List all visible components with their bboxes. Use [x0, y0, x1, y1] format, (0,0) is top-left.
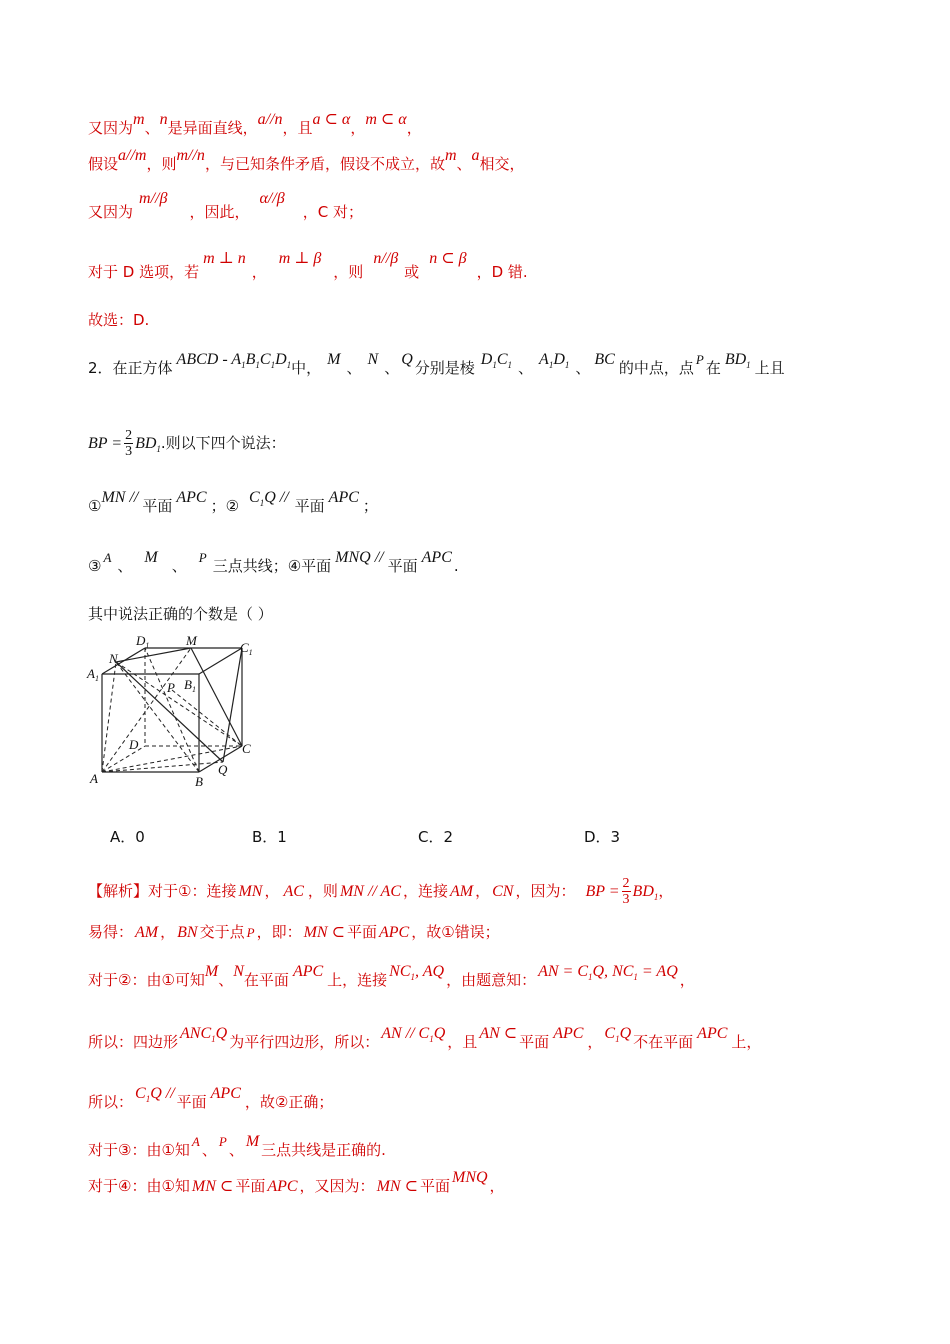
analysis-4: 所以：四边形 $ANC_1Q$ 为平行四边形，所以： AN // $C_1Q$ ，且 AN ⊂ 平面 APC ， $C_1Q$ 不在平面 APC 上，: [88, 1025, 762, 1051]
analysis-6: 对于③：由①知 A 、 P 、 M 三点共线是正确的.: [88, 1133, 386, 1159]
statements-1-2: ①MN // 平面 APC ；② $C_1Q$ // 平面 APC ；: [88, 489, 378, 515]
line-a-n: [102, 662, 116, 772]
edge-b1-c1: [199, 648, 242, 674]
label-p: P: [167, 680, 175, 695]
choice-c[interactable]: C．2: [418, 828, 454, 846]
line-5: 故选：D.: [88, 311, 150, 329]
label-a: A: [90, 771, 98, 786]
question-prompt: 其中说法正确的个数是（ ）: [88, 605, 273, 623]
line-c1-q: [223, 648, 242, 762]
choice-d[interactable]: D．3: [584, 828, 621, 846]
label-m: M: [186, 633, 197, 648]
cube-figure: [86, 632, 261, 792]
line-p-c: [172, 690, 242, 746]
analysis-7: 对于④：由①知 MN ⊂ 平面 APC ，又因为： MN ⊂ 平面 MNQ ，: [88, 1169, 505, 1195]
line-2: 假设a//m，则m//n，与已知条件矛盾，假设不成立，故m、a相交，: [88, 147, 525, 173]
line-3: 又因为m//β，因此，α//β，C 对；: [88, 190, 363, 221]
line-a-q: [102, 762, 223, 772]
question-2-condition: BP = $\frac{2}{3}$ $BD_1$.则以下四个说法：: [88, 428, 286, 459]
label-b: B: [195, 774, 203, 789]
analysis-3: 对于②：由①可知M、N在平面 APC 上，连接 $NC_1$, AQ ，由题意知： AN = $C_1Q$, $NC_1$ = AQ ，: [88, 963, 695, 989]
choice-b[interactable]: B．1: [252, 828, 287, 846]
question-2: 2．在正方体 ABCD - $A_1B_1C_1D_1$中， M 、 N 、 Q 分别是棱 $D_1C_1$ 、 $A_1D_1$ 、 BC 的中点，点 P 在 $BD_1$ 上且: [88, 351, 785, 377]
line-4: 对于 D 选项，若m ⊥ n，m ⊥ β，则n//β或n ⊂ β，D 错.: [88, 250, 528, 281]
statements-3-4: ③ A 、 M 、 P 三点共线；④平面 MNQ // 平面 APC .: [88, 549, 459, 575]
line-1: 又因为m、n是异面直线，a//n，且a ⊂ α，m ⊂ α，: [88, 111, 422, 137]
label-n: N: [109, 651, 118, 666]
line-n-m: [116, 648, 191, 662]
label-a1: $A_1$: [87, 666, 99, 683]
choice-a[interactable]: A．0: [110, 828, 145, 846]
line-b-d1: [145, 648, 199, 772]
label-d: D: [129, 737, 139, 752]
label-c1: $C_1$: [240, 640, 253, 657]
label-d1: $D_1$: [136, 633, 150, 650]
label-c: C: [242, 741, 251, 756]
label-b1: $B_1$: [184, 677, 196, 694]
label-q: Q: [218, 762, 228, 777]
analysis-2: 易得： AM ， BN 交于点 P ，即： MN ⊂ 平面 APC ，故①错误；: [88, 923, 500, 941]
analysis-1: 【解析】对于①：连接 MN ， AC ，则 MN // AC ，连接 AM ， CN ，因为： BP = $\frac{2}{3}$ $BD_1$，: [88, 876, 674, 907]
analysis-5: 所以： $C_1Q$ // 平面 APC ，故②正确；: [88, 1085, 334, 1111]
